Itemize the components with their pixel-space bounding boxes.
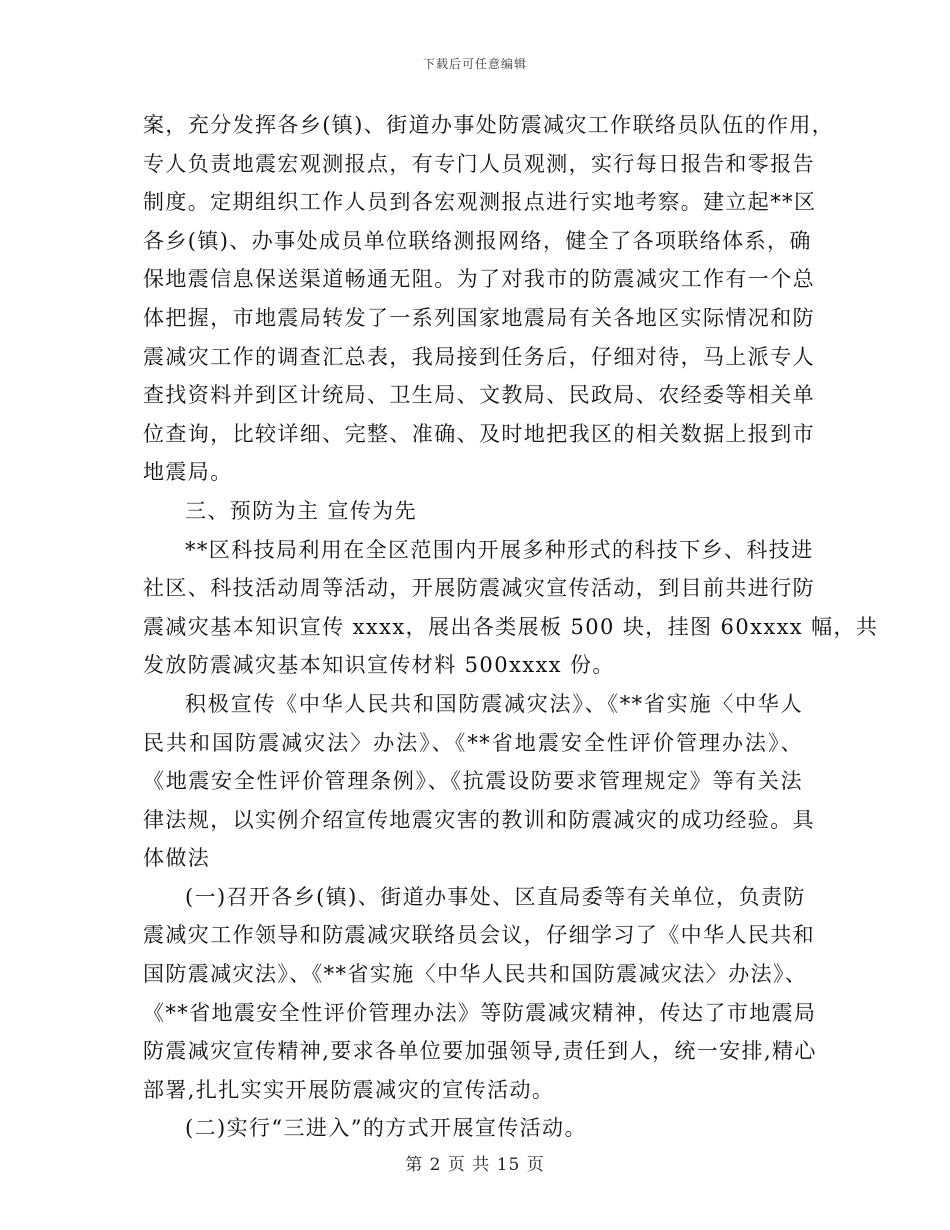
text-line: 震减灾工作领导和防震减灾联络员会议，仔细学习了《中华人民共和 [143,923,815,948]
text-line: 地震局。 [143,460,233,485]
text-line: 体做法 [143,846,211,871]
text-line: 专人负责地震宏观测报点，有专门人员观测，实行每日报告和零报告 [143,151,815,176]
text-line: (一)召开各乡(镇)、街道办事处、区直局委等有关单位，负责防 [185,884,806,909]
text-line: 律法规，以实例介绍宣传地震灾害的教训和防震减灾的成功经验。具 [143,807,815,832]
text-line: 各乡(镇)、办事处成员单位联络测报网络，健全了各项联络体系，确 [143,228,812,253]
text-line: 《地震安全性评价管理条例》、《抗震设防要求管理规定》等有关法 [143,769,803,794]
text-line: 防震减灾宣传精神,要求各单位要加强领导,责任到人，统一安排,精心 [143,1039,817,1064]
text-line: 查找资料并到区计统局、卫生局、文教局、民政局、农经委等相关单 [143,383,815,408]
page-header: 下载后可任意编辑 [422,57,527,71]
text-line: 国防震减灾法》、《**省实施〈中华人民共和国防震减灾法〉办法》、 [143,962,808,987]
text-line: 案，充分发挥各乡(镇)、街道办事处防震减灾工作联络员队伍的作用， [143,113,835,137]
section-heading: 三、预防为主 宣传为先 [185,498,418,523]
text-line: 体把握，市地震局转发了一系列国家地震局有关各地区实际情况和防 [143,305,815,330]
text-line: 震减灾基本知识宣传 xxxx，展出各类展板 500 块，挂图 60xxxx 幅，共 [143,614,879,639]
text-line: 震减灾工作的调查汇总表，我局接到任务后，仔细对待，马上派专人 [143,344,815,369]
document-body [143,106,879,1148]
text-line: 积极宣传《中华人民共和国防震减灾法》、《**省实施〈中华人 [185,691,803,716]
text-line: 民共和国防震减灾法〉办法》、《**省地震安全性评价管理办法》、 [143,730,803,755]
text-line: (二)实行“三进入”的方式开展宣传活动。 [185,1116,587,1141]
text-line: 部署,扎扎实实开展防震减灾的宣传活动。 [143,1077,555,1102]
text-line: **区科技局利用在全区范围内开展多种形式的科技下乡、科技进 [185,537,814,562]
text-line: 制度。定期组织工作人员到各宏观测报点进行实地考察。建立起**区 [143,190,817,215]
text-line: 《**省地震安全性评价管理办法》等防震减灾精神，传达了市地震局 [143,1000,817,1025]
text-line: 位查询，比较详细、完整、准确、及时地把我区的相关数据上报到市 [143,421,815,446]
page-number-footer: 第 2 页 共 15 页 [405,1155,545,1175]
text-line: 保地震信息保送渠道畅通无阻。为了对我市的防震减灾工作有一个总 [143,267,815,292]
text-line: 社区、科技活动周等活动，开展防震减灾宣传活动，到目前共进行防 [143,576,815,601]
text-line: 发放防震减灾基本知识宣传材料 500xxxx 份。 [143,653,615,678]
